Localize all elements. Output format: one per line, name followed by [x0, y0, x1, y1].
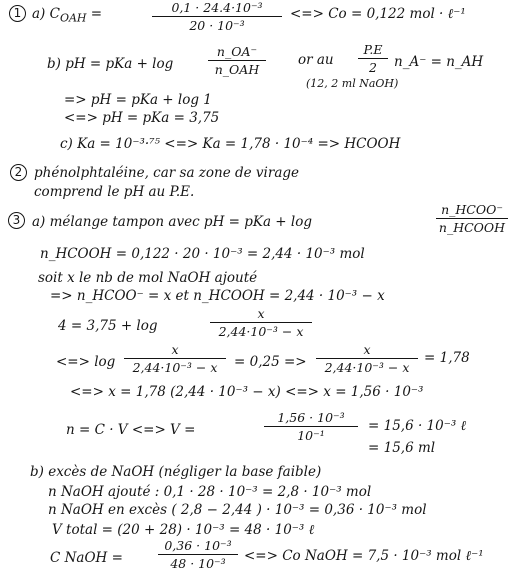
- q3-line-n-hcooh: n_HCOOH = 0,122 · 20 · 10⁻³ = 2,44 · 10⁻³ mol: [40, 246, 365, 262]
- q3-line-volume-ml: = 15,6 ml: [368, 440, 436, 456]
- q1a-left: [32, 6, 102, 27]
- q1b-equivalence: n_A⁻ = n_AH: [394, 54, 484, 70]
- q3b-line2: n NaOH ajouté : 0,1 · 28 · 10⁻³ = 2,8 · 10⁻³ mol: [48, 484, 372, 500]
- q1b-line3: <=> pH = pKa = 3,75: [64, 110, 220, 126]
- q3-l5-numerator: x: [171, 342, 179, 357]
- q1b-numerator: n_OA⁻: [216, 44, 258, 59]
- q1b-note: (12, 2 ml NaOH): [306, 77, 399, 90]
- q3-l4-lhs: 4 = 3,75 + log: [58, 318, 158, 334]
- q3-l4-fraction: [210, 306, 312, 339]
- q3-l4-denominator: 2,44·10⁻³ − x: [218, 324, 304, 339]
- q3-l5-lhs: <=> log: [56, 354, 116, 370]
- q3-line-moles: => n_HCOO⁻ = x et n_HCOOH = 2,44 · 10⁻³ − x: [50, 288, 385, 304]
- q3-l7-denominator: 10⁻¹: [297, 428, 325, 443]
- q3b-line1: b) excès de NaOH (négliger la base faible): [30, 464, 322, 480]
- q3b-l5-denominator: 48 · 10⁻³: [170, 556, 226, 571]
- q1a-label: a) C: [32, 6, 60, 22]
- q3-l7-numerator: 1,56 · 10⁻³: [277, 410, 345, 425]
- fraction-bar: [210, 322, 312, 323]
- q1b-lhs: b) pH = pKa + log: [47, 56, 174, 72]
- q1b-denominator: n_OAH: [214, 62, 260, 77]
- q1a-equals: =: [90, 6, 103, 22]
- q3b-l5-rhs: <=> Co NaOH = 7,5 · 10⁻³ mol ℓ⁻¹: [244, 548, 484, 564]
- q3b-l5-numerator: 0,36 · 10⁻³: [164, 538, 232, 553]
- q1a-result: <=> Co = 0,122 mol · ℓ⁻¹: [290, 6, 466, 22]
- q1a-denominator: 20 · 10⁻³: [189, 18, 245, 33]
- q3-l7-lhs: n = C · V <=> V =: [66, 422, 196, 438]
- q3-l5-fraction: [124, 342, 226, 375]
- q3-line-solve-x: <=> x = 1,78 (2,44 · 10⁻³ − x) <=> x = 1,56 · 10⁻³: [70, 384, 424, 400]
- q3-line-soit-x: soit x le nb de mol NaOH ajouté: [38, 270, 258, 286]
- fraction-bar: [264, 426, 358, 427]
- q3-l5-numerator2: x: [363, 342, 371, 357]
- question-1-number: 1: [9, 5, 26, 22]
- q3b-line3: n NaOH en excès ( 2,8 − 2,44 ) · 10⁻³ = 0,36 · 10⁻³ mol: [48, 502, 427, 518]
- q1b-pe-numerator: P.E: [363, 42, 383, 57]
- q1b-or-au: or au: [298, 52, 334, 68]
- q1a-numerator: 0,1 · 24.4·10⁻³: [171, 0, 263, 15]
- q3b-l5-fraction: [158, 538, 238, 571]
- question-2-number: 2: [10, 164, 27, 181]
- q1a-subscript: OAH: [59, 11, 87, 25]
- fraction-bar: [436, 218, 508, 219]
- q3a-fraction: [436, 202, 508, 235]
- q3-l7-fraction: [264, 410, 358, 443]
- q1b-line2: => pH = pKa + log 1: [64, 92, 212, 108]
- fraction-bar: [358, 58, 388, 59]
- q3-l5-denominator2: 2,44·10⁻³ − x: [324, 360, 410, 375]
- q3-l5-denominator: 2,44·10⁻³ − x: [132, 360, 218, 375]
- fraction-bar: [124, 358, 226, 359]
- q3-l4-numerator: x: [257, 306, 265, 321]
- fraction-bar: [316, 358, 418, 359]
- question-3-number: 3: [8, 212, 25, 229]
- q1c-line: c) Ka = 10⁻³·⁷⁵ <=> Ka = 1,78 · 10⁻⁴ => HCOOH: [60, 136, 401, 152]
- q1b-pe-denominator: 2: [369, 60, 377, 75]
- fraction-bar: [208, 60, 266, 61]
- fraction-bar: [152, 16, 282, 17]
- q3-l5-fraction2: [316, 342, 418, 375]
- q1a-fraction: [152, 0, 282, 33]
- q3-l5-mid: = 0,25 =>: [234, 354, 307, 370]
- q2-line2: comprend le pH au P.E.: [34, 184, 195, 200]
- fraction-bar: [158, 554, 238, 555]
- q3b-line4: V total = (20 + 28) · 10⁻³ = 48 · 10⁻³ ℓ: [52, 522, 315, 538]
- q1b-pe-fraction: [358, 42, 388, 75]
- q3a-numerator: n_HCOO⁻: [441, 202, 503, 217]
- q3-l5-rhs: = 1,78: [424, 350, 470, 366]
- q3b-l5-lhs: C NaOH =: [50, 550, 123, 566]
- q1b-fraction: [208, 44, 266, 77]
- q3-l7-rhs: = 15,6 · 10⁻³ ℓ: [368, 418, 467, 434]
- q2-line1: phénolphtaléine, car sa zone de virage: [34, 165, 300, 181]
- q3a-denominator: n_HCOOH: [438, 220, 506, 235]
- q3a-text: a) mélange tampon avec pH = pKa + log: [32, 214, 312, 230]
